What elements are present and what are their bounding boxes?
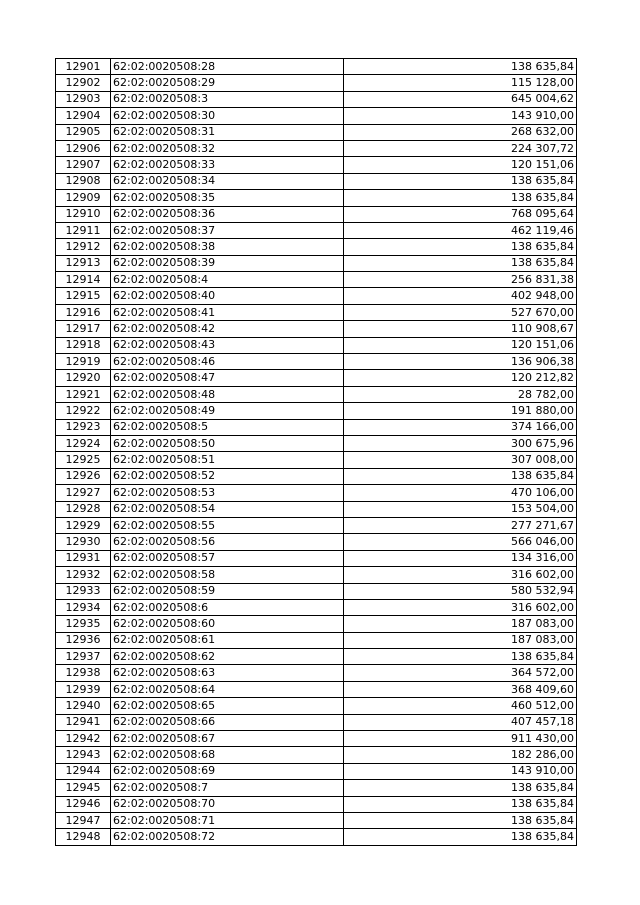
table-row — [56, 304, 577, 320]
cadastral-value-cell: 300 675,96 — [344, 435, 577, 451]
row-number-cell: 12940 — [56, 698, 111, 714]
table-row — [56, 731, 577, 747]
table-row — [56, 747, 577, 763]
row-number-cell: 12916 — [56, 304, 111, 320]
row-number-cell: 12918 — [56, 337, 111, 353]
cadastral-number-cell: 62:02:0020508:70 — [111, 796, 344, 812]
cadastral-number-cell: 62:02:0020508:40 — [111, 288, 344, 304]
table-row — [56, 419, 577, 435]
cadastral-number-cell: 62:02:0020508:34 — [111, 173, 344, 189]
table-row — [56, 403, 577, 419]
table-row — [56, 173, 577, 189]
cadastral-number-cell: 62:02:0020508:47 — [111, 370, 344, 386]
cadastral-value-cell: 28 782,00 — [344, 386, 577, 402]
row-number-cell: 12908 — [56, 173, 111, 189]
table-row — [56, 583, 577, 599]
cadastral-value-cell: 316 602,00 — [344, 567, 577, 583]
cadastral-value-cell: 120 151,06 — [344, 337, 577, 353]
cadastral-value-cell: 268 632,00 — [344, 124, 577, 140]
cadastral-value-cell: 187 083,00 — [344, 616, 577, 632]
table-row — [56, 829, 577, 845]
table-row — [56, 354, 577, 370]
row-number-cell: 12935 — [56, 616, 111, 632]
cadastral-number-cell: 62:02:0020508:38 — [111, 239, 344, 255]
row-number-cell: 12925 — [56, 452, 111, 468]
row-number-cell: 12904 — [56, 108, 111, 124]
table-row — [56, 681, 577, 697]
cadastral-number-cell: 62:02:0020508:33 — [111, 157, 344, 173]
table-row — [56, 567, 577, 583]
table-row — [56, 468, 577, 484]
cadastral-number-cell: 62:02:0020508:48 — [111, 386, 344, 402]
row-number-cell: 12915 — [56, 288, 111, 304]
table-row — [56, 370, 577, 386]
cadastral-value-cell: 138 635,84 — [344, 468, 577, 484]
row-number-cell: 12936 — [56, 632, 111, 648]
row-number-cell: 12905 — [56, 124, 111, 140]
table-row — [56, 321, 577, 337]
table-row — [56, 534, 577, 550]
cadastral-value-cell: 470 106,00 — [344, 485, 577, 501]
cadastral-number-cell: 62:02:0020508:72 — [111, 829, 344, 845]
table-row — [56, 91, 577, 107]
cadastral-number-cell: 62:02:0020508:41 — [111, 304, 344, 320]
cadastral-value-cell: 307 008,00 — [344, 452, 577, 468]
table-row — [56, 190, 577, 206]
row-number-cell: 12937 — [56, 649, 111, 665]
table-row — [56, 501, 577, 517]
cadastral-value-cell: 153 504,00 — [344, 501, 577, 517]
row-number-cell: 12946 — [56, 796, 111, 812]
row-number-cell: 12912 — [56, 239, 111, 255]
cadastral-value-cell: 187 083,00 — [344, 632, 577, 648]
table-row — [56, 75, 577, 91]
table-row — [56, 763, 577, 779]
cadastral-number-cell: 62:02:0020508:29 — [111, 75, 344, 91]
cadastral-number-cell: 62:02:0020508:35 — [111, 190, 344, 206]
table-row — [56, 435, 577, 451]
row-number-cell: 12901 — [56, 59, 111, 75]
table-row — [56, 517, 577, 533]
row-number-cell: 12919 — [56, 354, 111, 370]
table-row — [56, 206, 577, 222]
cadastral-value-cell: 566 046,00 — [344, 534, 577, 550]
row-number-cell: 12921 — [56, 386, 111, 402]
row-number-cell: 12944 — [56, 763, 111, 779]
table-row — [56, 812, 577, 828]
cadastral-number-cell: 62:02:0020508:60 — [111, 616, 344, 632]
table-row — [56, 108, 577, 124]
cadastral-value-cell: 460 512,00 — [344, 698, 577, 714]
row-number-cell: 12943 — [56, 747, 111, 763]
cadastral-number-cell: 62:02:0020508:67 — [111, 731, 344, 747]
cadastral-value-cell: 277 271,67 — [344, 517, 577, 533]
cadastral-number-cell: 62:02:0020508:7 — [111, 780, 344, 796]
cadastral-value-cell: 138 635,84 — [344, 239, 577, 255]
cadastral-number-cell: 62:02:0020508:65 — [111, 698, 344, 714]
row-number-cell: 12909 — [56, 190, 111, 206]
table-row — [56, 337, 577, 353]
cadastral-value-cell: 368 409,60 — [344, 681, 577, 697]
cadastral-value-cell: 136 906,38 — [344, 354, 577, 370]
cadastral-number-cell: 62:02:0020508:63 — [111, 665, 344, 681]
row-number-cell: 12906 — [56, 140, 111, 156]
cadastral-value-cell: 120 151,06 — [344, 157, 577, 173]
row-number-cell: 12934 — [56, 599, 111, 615]
row-number-cell: 12913 — [56, 255, 111, 271]
cadastral-number-cell: 62:02:0020508:37 — [111, 222, 344, 238]
cadastral-number-cell: 62:02:0020508:64 — [111, 681, 344, 697]
cadastral-value-cell: 138 635,84 — [344, 796, 577, 812]
cadastral-value-cell: 224 307,72 — [344, 140, 577, 156]
cadastral-number-cell: 62:02:0020508:66 — [111, 714, 344, 730]
cadastral-value-cell: 143 910,00 — [344, 108, 577, 124]
table-row — [56, 714, 577, 730]
row-number-cell: 12933 — [56, 583, 111, 599]
cadastral-value-cell: 138 635,84 — [344, 780, 577, 796]
cadastral-number-cell: 62:02:0020508:50 — [111, 435, 344, 451]
cadastral-number-cell: 62:02:0020508:51 — [111, 452, 344, 468]
cadastral-number-cell: 62:02:0020508:53 — [111, 485, 344, 501]
table-row — [56, 140, 577, 156]
cadastral-number-cell: 62:02:0020508:46 — [111, 354, 344, 370]
row-number-cell: 12932 — [56, 567, 111, 583]
cadastral-number-cell: 62:02:0020508:5 — [111, 419, 344, 435]
cadastre-value-table — [55, 58, 577, 846]
cadastral-value-cell: 256 831,38 — [344, 272, 577, 288]
row-number-cell: 12917 — [56, 321, 111, 337]
row-number-cell: 12923 — [56, 419, 111, 435]
cadastral-number-cell: 62:02:0020508:69 — [111, 763, 344, 779]
row-number-cell: 12920 — [56, 370, 111, 386]
table-row — [56, 452, 577, 468]
row-number-cell: 12948 — [56, 829, 111, 845]
cadastral-value-cell: 580 532,94 — [344, 583, 577, 599]
cadastral-number-cell: 62:02:0020508:62 — [111, 649, 344, 665]
cadastral-value-cell: 316 602,00 — [344, 599, 577, 615]
table-row — [56, 239, 577, 255]
cadastral-number-cell: 62:02:0020508:54 — [111, 501, 344, 517]
row-number-cell: 12927 — [56, 485, 111, 501]
row-number-cell: 12914 — [56, 272, 111, 288]
row-number-cell: 12926 — [56, 468, 111, 484]
table-row — [56, 222, 577, 238]
cadastral-number-cell: 62:02:0020508:42 — [111, 321, 344, 337]
row-number-cell: 12941 — [56, 714, 111, 730]
table-row — [56, 59, 577, 75]
cadastral-number-cell: 62:02:0020508:32 — [111, 140, 344, 156]
cadastral-value-cell: 462 119,46 — [344, 222, 577, 238]
cadastral-number-cell: 62:02:0020508:36 — [111, 206, 344, 222]
row-number-cell: 12922 — [56, 403, 111, 419]
cadastral-value-cell: 191 880,00 — [344, 403, 577, 419]
row-number-cell: 12924 — [56, 435, 111, 451]
row-number-cell: 12902 — [56, 75, 111, 91]
cadastral-number-cell: 62:02:0020508:61 — [111, 632, 344, 648]
cadastral-value-cell: 138 635,84 — [344, 649, 577, 665]
cadastral-value-cell: 115 128,00 — [344, 75, 577, 91]
table-row — [56, 255, 577, 271]
row-number-cell: 12945 — [56, 780, 111, 796]
cadastral-number-cell: 62:02:0020508:68 — [111, 747, 344, 763]
cadastral-number-cell: 62:02:0020508:3 — [111, 91, 344, 107]
table-row — [56, 665, 577, 681]
cadastral-value-cell: 120 212,82 — [344, 370, 577, 386]
table-row — [56, 796, 577, 812]
cadastral-number-cell: 62:02:0020508:55 — [111, 517, 344, 533]
table-row — [56, 698, 577, 714]
cadastral-number-cell: 62:02:0020508:59 — [111, 583, 344, 599]
row-number-cell: 12911 — [56, 222, 111, 238]
cadastral-value-cell: 138 635,84 — [344, 812, 577, 828]
cadastral-value-cell: 138 635,84 — [344, 173, 577, 189]
cadastral-value-cell: 407 457,18 — [344, 714, 577, 730]
cadastral-number-cell: 62:02:0020508:49 — [111, 403, 344, 419]
cadastral-value-cell: 527 670,00 — [344, 304, 577, 320]
cadastral-value-cell: 143 910,00 — [344, 763, 577, 779]
row-number-cell: 12931 — [56, 550, 111, 566]
table-body — [56, 59, 577, 846]
cadastral-number-cell: 62:02:0020508:58 — [111, 567, 344, 583]
table-row — [56, 288, 577, 304]
cadastral-number-cell: 62:02:0020508:56 — [111, 534, 344, 550]
cadastral-value-cell: 374 166,00 — [344, 419, 577, 435]
table-row — [56, 649, 577, 665]
cadastral-number-cell: 62:02:0020508:31 — [111, 124, 344, 140]
row-number-cell: 12910 — [56, 206, 111, 222]
cadastral-value-cell: 768 095,64 — [344, 206, 577, 222]
cadastral-number-cell: 62:02:0020508:30 — [111, 108, 344, 124]
cadastral-number-cell: 62:02:0020508:6 — [111, 599, 344, 615]
table-row — [56, 386, 577, 402]
table-row — [56, 780, 577, 796]
row-number-cell: 12928 — [56, 501, 111, 517]
cadastral-value-cell: 911 430,00 — [344, 731, 577, 747]
table-row — [56, 616, 577, 632]
cadastral-value-cell: 138 635,84 — [344, 255, 577, 271]
cadastral-number-cell: 62:02:0020508:57 — [111, 550, 344, 566]
row-number-cell: 12942 — [56, 731, 111, 747]
cadastral-value-cell: 134 316,00 — [344, 550, 577, 566]
row-number-cell: 12907 — [56, 157, 111, 173]
row-number-cell: 12939 — [56, 681, 111, 697]
table-row — [56, 550, 577, 566]
cadastral-number-cell: 62:02:0020508:4 — [111, 272, 344, 288]
cadastral-number-cell: 62:02:0020508:39 — [111, 255, 344, 271]
cadastral-value-cell: 402 948,00 — [344, 288, 577, 304]
cadastral-value-cell: 364 572,00 — [344, 665, 577, 681]
table-row — [56, 599, 577, 615]
row-number-cell: 12930 — [56, 534, 111, 550]
cadastral-number-cell: 62:02:0020508:52 — [111, 468, 344, 484]
cadastral-value-cell: 182 286,00 — [344, 747, 577, 763]
cadastral-number-cell: 62:02:0020508:28 — [111, 59, 344, 75]
cadastral-value-cell: 138 635,84 — [344, 190, 577, 206]
cadastral-value-cell: 138 635,84 — [344, 829, 577, 845]
cadastral-value-cell: 110 908,67 — [344, 321, 577, 337]
cadastral-value-cell: 138 635,84 — [344, 59, 577, 75]
row-number-cell: 12947 — [56, 812, 111, 828]
table-row — [56, 157, 577, 173]
table-row — [56, 485, 577, 501]
cadastral-value-cell: 645 004,62 — [344, 91, 577, 107]
table-row — [56, 124, 577, 140]
row-number-cell: 12929 — [56, 517, 111, 533]
cadastral-number-cell: 62:02:0020508:43 — [111, 337, 344, 353]
table-row — [56, 272, 577, 288]
row-number-cell: 12903 — [56, 91, 111, 107]
cadastral-number-cell: 62:02:0020508:71 — [111, 812, 344, 828]
table-row — [56, 632, 577, 648]
row-number-cell: 12938 — [56, 665, 111, 681]
